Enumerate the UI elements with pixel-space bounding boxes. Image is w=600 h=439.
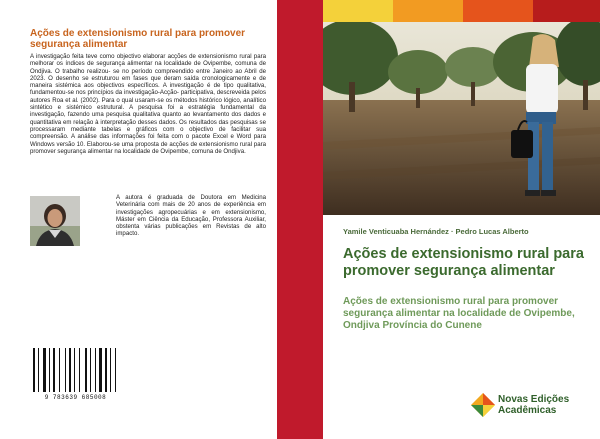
publisher-block <box>470 392 590 422</box>
barcode-bar <box>38 348 39 392</box>
barcode-bar <box>33 348 35 392</box>
color-band-yellow <box>323 0 393 22</box>
barcode-bar <box>56 348 58 392</box>
barcode-bars <box>33 348 118 392</box>
barcode-bar <box>61 348 64 392</box>
barcode-bar <box>76 348 78 392</box>
novas-edicoes-logo-icon <box>470 392 496 418</box>
barcode-bar <box>74 348 75 392</box>
barcode <box>30 346 121 406</box>
barcode-bar <box>59 348 60 392</box>
publisher-name <box>498 394 569 416</box>
color-band-orange <box>393 0 463 22</box>
publisher-name-line1: Novas Edições <box>498 394 570 405</box>
barcode-bar <box>112 348 114 392</box>
back-cover <box>0 0 277 439</box>
barcode-bar <box>103 348 104 392</box>
barcode-bar <box>108 348 109 392</box>
barcode-bar <box>99 348 102 392</box>
barcode-bar <box>67 348 68 392</box>
back-cover-title: Ações de extensionismo rural para promover segurança alimentar <box>30 28 246 50</box>
publisher-name-line2: Acadêmicas <box>498 405 557 416</box>
barcode-bar <box>36 348 37 392</box>
barcode-bar <box>79 348 80 392</box>
barcode-bar <box>49 348 50 392</box>
barcode-bar <box>40 348 42 392</box>
barcode-bar <box>72 348 73 392</box>
barcode-bar <box>105 348 107 392</box>
cover-subtitle: Ações de extensionismo rural para promover segurança alimentar na localidade de Ovipembe, Ondjiva Província do Cunene <box>343 296 575 331</box>
barcode-bar <box>53 348 55 392</box>
barcode-bar <box>115 348 116 392</box>
cover-photo <box>323 22 600 215</box>
barcode-bar <box>47 348 48 392</box>
author-bio: A autora é graduada de Doutora em Medicina Veterinária com mais de 20 anos de experiência em investigações agropecuárias e em extensionismo, Máster em Ciência da Educação, Professora Auxiliar, obstenta várias publicações em Revistas de alto impacto. <box>116 194 266 238</box>
barcode-number: 9 783639 685008 <box>44 394 107 401</box>
book-spine <box>277 0 323 439</box>
barcode-bar <box>85 348 87 392</box>
barcode-bar <box>65 348 66 392</box>
color-band-red-orange <box>463 0 533 22</box>
barcode-bar <box>95 348 96 392</box>
barcode-bar <box>110 348 111 392</box>
barcode-bar <box>69 348 71 392</box>
barcode-bar <box>43 348 46 392</box>
barcode-bar <box>81 348 84 392</box>
barcode-bar <box>97 348 98 392</box>
author-portrait-icon <box>30 196 80 246</box>
cover-authors: Yamile Venticuaba Hernández · Pedro Lucas Alberto <box>343 227 529 236</box>
front-cover <box>323 0 600 439</box>
cover-title: Ações de extensionismo rural para promover segurança alimentar <box>343 246 584 279</box>
back-cover-synopsis: A investigação feita teve como objectivo elaborar acções de extensionismo rural para melhorar os índices de segurança alimentar na localidade de Ovipembe, comuna de Ondjiva. O trabalho realizou- se no período compreendido entre Janeiro ao Abril de 2023. O desenho se estruturou em fases que deram saída cronologicamente e de maneira sistémica aos objectivos específicos. A investigação é de tipo qualitativa, fundamentou-se nos princípios da investigação-Acção- participativa, descreveida pelos autores Roa et al. (2002). Para o qual usaram-se os métodos histórico lógico, analítico sintético e sistémico estrutural. A pesquisa foi a estratégia fundamental da investigação, fazendo uma pesquisa qualitativa quanto ao levantamento dos dados e quantitativa em relação à interpretação desses dados. Os resultados das pesquisas se processaram mediante tabelas e gráficos com o objectivo de facilitar sua compreensão. A análise das informações foi feita com o pacote Excel e Word para Windows versão 10. Elaborou-se uma proposta de acções de extensionismo rural para promover segurança alimentar na localidade de Ovipembe, comuna de Ondjiva. <box>30 53 266 155</box>
barcode-bar <box>88 348 89 392</box>
color-band-red <box>533 0 600 22</box>
barcode-bar <box>92 348 94 392</box>
barcode-bar <box>51 348 52 392</box>
barcode-bar <box>90 348 91 392</box>
